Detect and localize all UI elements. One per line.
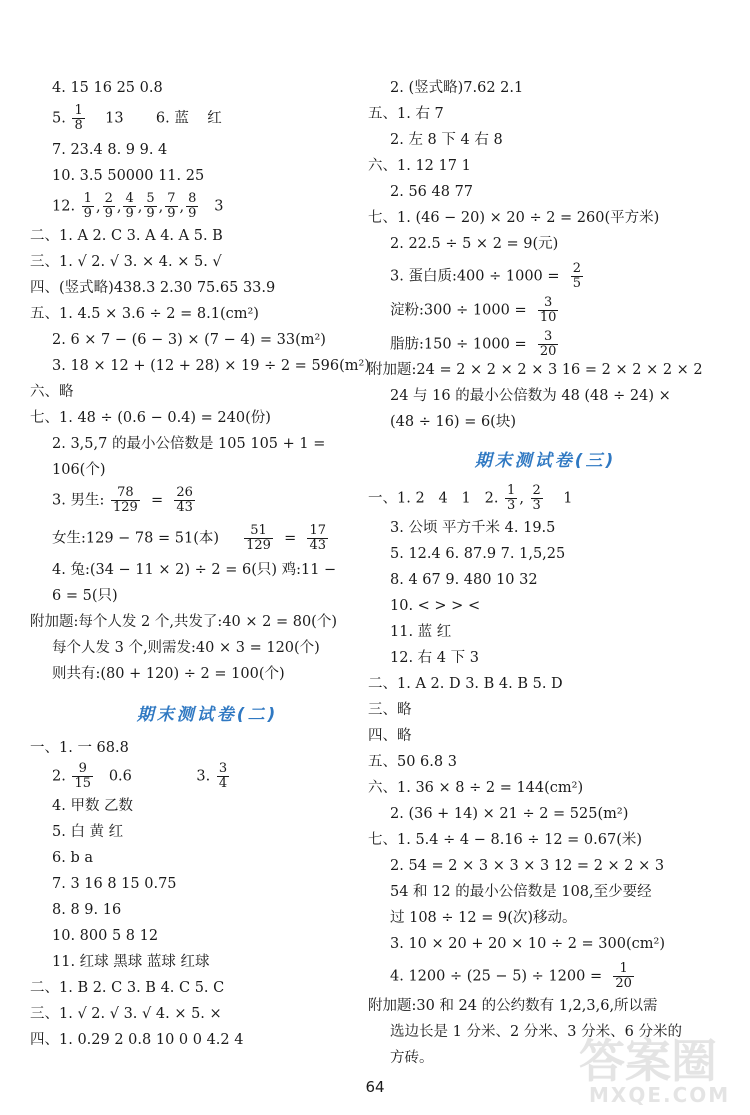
fraction: $\frac{1}{3}$ (507, 483, 516, 513)
answer-line: 12. 右 4 下 3 (390, 650, 479, 666)
answer-line: 二、1. B 2. C 3. B 4. C 5. C (30, 980, 225, 996)
fraction: $\frac{3}{4}$ (218, 761, 228, 791)
answer-line: 附加题:30 和 24 的公约数有 1,2,3,6,所以需 (368, 998, 658, 1014)
fraction: $\frac{4}{9}$ (125, 191, 134, 221)
fraction: $\frac{17}{43}$ (309, 523, 327, 553)
answer-line: 过 108 ÷ 12 = 9(次)移动。 (390, 910, 577, 926)
answer-line: 女生:129 − 78 = 51(本) $\frac{51}{129}$ = $\frac{17}{43}$ (52, 523, 327, 553)
answer-line: 二、1. A 2. C 3. A 4. A 5. B (30, 228, 223, 244)
answer-line: 12. $\frac{1}{9}$ , $\frac{2}{9}$ , $\frac{4}{9}$ , $\frac{5}{9}$ , $\frac{7}{9}$ , $\frac{8}{9}$ 3 (52, 191, 224, 221)
answer-line: 5. $\frac{1}{8}$ 13 6. 蓝 红 (52, 103, 222, 133)
fraction: $\frac{1}{8}$ (74, 103, 83, 133)
answer-line: 4. 甲数 乙数 (52, 798, 134, 814)
answer-line: 8. 8 9. 16 (52, 902, 122, 918)
answer-line: 三、1. √ 2. √ 3. × 4. × 5. √ (30, 254, 222, 270)
fraction-list: $\frac{1}{9}$ , $\frac{2}{9}$ , $\frac{4}{9}$ , $\frac{5}{9}$ , $\frac{7}{9}$ , $\frac{8}{9}$ (83, 191, 197, 221)
fraction: $\frac{2}{3}$ (532, 483, 541, 513)
answer-line: 2. (竖式略)7.62 2.1 (390, 80, 524, 96)
answer-line: 选边长是 1 分米、2 分米、3 分米、6 分米的 (390, 1024, 682, 1040)
answer-line: 2. 56 48 77 (390, 184, 474, 200)
answer-line: 六、1. 12 17 1 (368, 158, 471, 174)
fraction: $\frac{1}{20}$ (615, 961, 632, 991)
answer-line: 2. 左 8 下 4 右 8 (390, 132, 503, 148)
fraction: $\frac{5}{9}$ (146, 191, 155, 221)
answer-line: 三、1. √ 2. √ 3. √ 4. × 5. × (30, 1006, 222, 1022)
fraction: $\frac{78}{129}$ (112, 485, 138, 515)
answer-line: 五、50 6.8 3 (368, 754, 457, 770)
answer-line: 5. 白 黄 红 (52, 824, 124, 840)
fraction: $\frac{1}{9}$ (83, 191, 92, 221)
answer-line: 10. < > > < (390, 598, 481, 614)
answer-line: 2. (36 + 14) × 21 ÷ 2 = 525(m²) (390, 806, 629, 822)
fraction: $\frac{26}{43}$ (176, 485, 193, 515)
answer-line: 一、1. 2 4 1 2. $\frac{1}{3}$ , $\frac{2}{3}$ 1 (368, 483, 573, 513)
fraction: $\frac{7}{9}$ (167, 191, 176, 221)
answer-line: 4. 兔:(34 − 11 × 2) ÷ 2 = 6(只) 鸡:11 − (52, 562, 337, 578)
answer-line: 2. 6 × 7 − (6 − 3) × (7 − 4) = 33(m²) (52, 332, 326, 348)
answer-line: 4. 1200 ÷ (25 − 5) ÷ 1200 = $\frac{1}{20}$ (390, 961, 632, 991)
answer-line: 则共有:(80 + 120) ÷ 2 = 100(个) (52, 666, 285, 682)
section-title: 期末测试卷(二) (136, 705, 279, 725)
watermark-logo: 答案圈 MXQE.COM (579, 1034, 731, 1107)
answer-line: 四、略 (368, 728, 412, 744)
answer-line: 方砖。 (390, 1050, 434, 1066)
answer-line: 7. 23.4 8. 9 9. 4 (52, 142, 168, 158)
fraction: $\frac{9}{15}$ (74, 761, 91, 791)
answer-line: 3. 公顷 平方千米 4. 19.5 (390, 520, 556, 536)
fraction: $\frac{8}{9}$ (188, 191, 197, 221)
answer-line: 脂肪:150 ÷ 1000 = $\frac{3}{20}$ (390, 329, 557, 359)
answer-line: 2. 3,5,7 的最小公倍数是 105 105 + 1 = (52, 436, 326, 452)
answer-line: 106(个) (52, 462, 106, 478)
answer-line: 10. 3.5 50000 11. 25 (52, 168, 205, 184)
answer-line: 3. 男生: $\frac{78}{129}$ = $\frac{26}{43}$ (52, 485, 193, 515)
answer-line: 8. 4 67 9. 480 10 32 (390, 572, 538, 588)
answer-line: 5. 12.4 6. 87.9 7. 1,5,25 (390, 546, 566, 562)
fraction: $\frac{3}{20}$ (539, 329, 557, 359)
answer-line: 7. 3 16 8 15 0.75 (52, 876, 177, 892)
answer-line: 2. 54 = 2 × 3 × 3 × 3 12 = 2 × 2 × 3 (390, 858, 665, 874)
answer-line: 四、(竖式略)438.3 2.30 75.65 33.9 (30, 280, 276, 296)
answer-line: 七、1. (46 − 20) × 20 ÷ 2 = 260(平方米) (368, 210, 660, 226)
answer-line: 6. b a (52, 850, 93, 866)
fraction: $\frac{2}{5}$ (572, 261, 582, 291)
answer-line: 四、1. 0.29 2 0.8 10 0 0 4.2 4 (30, 1032, 244, 1048)
answer-line: 附加题:每个人发 2 个,共发了:40 × 2 = 80(个) (30, 614, 337, 630)
answer-line: 六、1. 36 × 8 ÷ 2 = 144(cm²) (368, 780, 584, 796)
answer-line: 3. 10 × 20 + 20 × 10 ÷ 2 = 300(cm²) (390, 936, 665, 952)
answer-line: 10. 800 5 8 12 (52, 928, 159, 944)
answer-line: 11. 蓝 红 (390, 624, 452, 640)
answer-line: 3. 18 × 12 + (12 + 28) × 19 ÷ 2 = 596(m²) (52, 358, 370, 374)
answer-line: 4. 15 16 25 0.8 (52, 80, 163, 96)
section-title: 期末测试卷(三) (474, 451, 617, 471)
answer-line: 淀粉:300 ÷ 1000 = $\frac{3}{10}$ (390, 295, 557, 325)
answer-line: 五、1. 右 7 (368, 106, 444, 122)
answer-line: 3. 蛋白质:400 ÷ 1000 = $\frac{2}{5}$ (390, 261, 582, 291)
answer-line: 三、略 (368, 702, 412, 718)
answer-line: 七、1. 48 ÷ (0.6 − 0.4) = 240(份) (30, 410, 271, 426)
fraction: $\frac{2}{9}$ (104, 191, 113, 221)
answer-line: 二、1. A 2. D 3. B 4. B 5. D (368, 676, 563, 692)
answer-line: 六、略 (30, 384, 74, 400)
answer-line: 五、1. 4.5 × 3.6 ÷ 2 = 8.1(cm²) (30, 306, 259, 322)
answer-line: 54 和 12 的最小公倍数是 108,至少要经 (390, 884, 652, 900)
page-number: 64 (365, 1078, 385, 1096)
answer-line: 附加题:24 = 2 × 2 × 2 × 3 16 = 2 × 2 × 2 × 2 (368, 362, 703, 378)
answer-line: 2. 22.5 ÷ 5 × 2 = 9(元) (390, 236, 559, 252)
fraction: $\frac{3}{10}$ (539, 295, 557, 325)
answer-line: 七、1. 5.4 ÷ 4 − 8.16 ÷ 12 = 0.67(米) (368, 832, 643, 848)
answer-line: 11. 红球 黑球 蓝球 红球 (52, 954, 210, 970)
answer-line: 一、1. 一 68.8 (30, 740, 129, 756)
answer-line: 2. $\frac{9}{15}$ 0.6 3. $\frac{3}{4}$ (52, 761, 228, 791)
answer-line: 每个人发 3 个,则需发:40 × 3 = 120(个) (52, 640, 320, 656)
answer-line: 24 与 16 的最小公倍数为 48 (48 ÷ 24) × (390, 388, 671, 404)
fraction: $\frac{51}{129}$ (246, 523, 271, 553)
answer-line: (48 ÷ 16) = 6(块) (390, 414, 516, 430)
answer-line: 6 = 5(只) (52, 588, 118, 604)
